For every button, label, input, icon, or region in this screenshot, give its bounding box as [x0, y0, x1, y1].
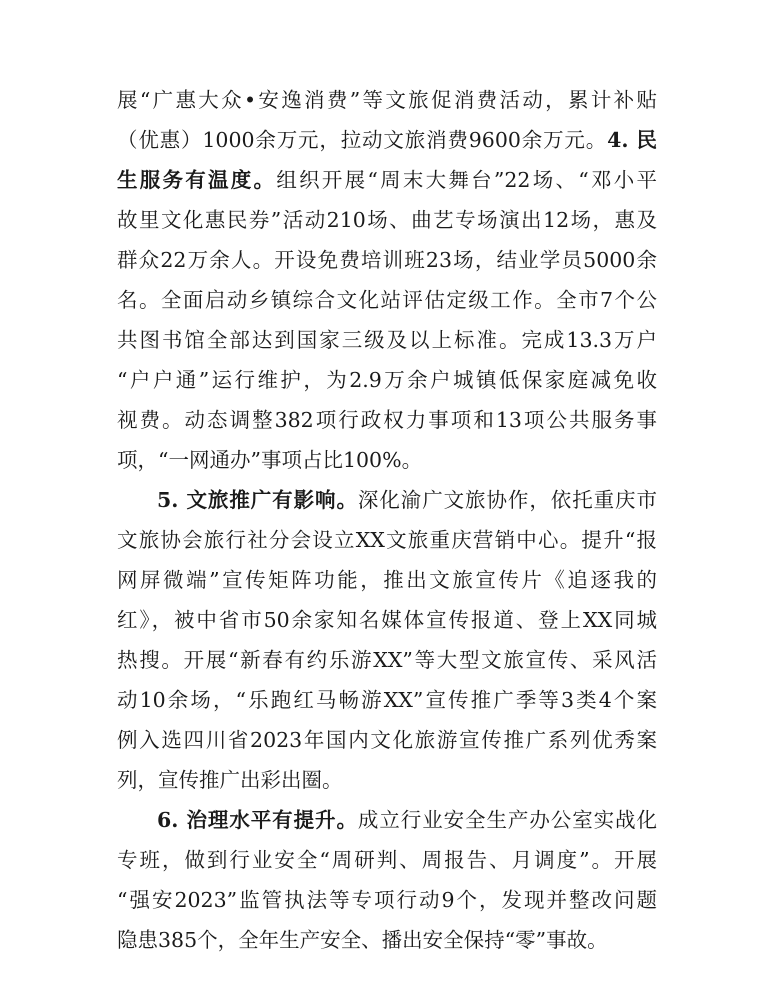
text-line: 群众22万余人。开设免费培训班23场，结业学员5000余	[117, 248, 657, 272]
text-line: 名。全面启动乡镇综合文化站评估定级工作。全市7个公	[117, 288, 657, 312]
text-line: 网屏微端”宣传矩阵功能，推出文旅宣传片《追逐我的	[117, 568, 657, 592]
text-line: 展“广惠大众•安逸消费”等文旅促消费活动，累计补贴	[117, 88, 657, 112]
text-line: “户户通”运行维护，为2.9万余户城镇低保家庭减免收	[117, 368, 657, 392]
text-line: 共图书馆全部达到国家三级及以上标准。完成13.3万户	[117, 328, 657, 352]
section-heading: 5. 文旅推广有影响。	[157, 488, 358, 512]
text-line: （优惠）1000余万元，拉动文旅消费9600余万元。4. 民	[117, 128, 658, 152]
text-line: 列，宣传推广出彩出圈。	[117, 768, 343, 792]
text-line: 6. 治理水平有提升。成立行业安全生产办公室实战化	[157, 808, 657, 832]
text-line: 故里文化惠民券”活动210场、曲艺专场演出12场，惠及	[117, 208, 657, 232]
text-line: 项，“一网通办”事项占比100%。	[117, 448, 423, 472]
section-heading: 6. 治理水平有提升。	[157, 808, 358, 832]
text-line: 例入选四川省2023年国内文化旅游宣传推广系列优秀案	[117, 728, 657, 752]
text-line: 专班，做到行业安全“周研判、周报告、月调度”。开展	[117, 848, 657, 872]
text-line: 文旅协会旅行社分会设立XX文旅重庆营销中心。提升“报	[117, 528, 657, 552]
section-heading: 生服务有温度。	[117, 168, 277, 192]
text-line: 视费。动态调整382项行政权力事项和13项公共服务事	[117, 408, 657, 432]
text-line: 动10余场，“乐跑红马畅游XX”宣传推广季等3类4个案	[117, 688, 657, 712]
text-line: 5. 文旅推广有影响。深化渝广文旅协作，依托重庆市	[157, 488, 657, 512]
text-line: 红》，被中省市50余家知名媒体宣传报道、登上XX同城	[117, 608, 657, 632]
text-line: “强安2023”监管执法等专项行动9个，发现并整改问题	[117, 888, 657, 912]
text-line: 生服务有温度。组织开展“周末大舞台”22场、“邓小平	[117, 168, 658, 192]
text-line: 隐患385个，全年生产安全、播出安全保持“零”事故。	[117, 928, 608, 952]
section-heading: 4. 民	[607, 128, 658, 152]
text-line: 热搜。开展“新春有约乐游XX”等大型文旅宣传、采风活	[117, 648, 657, 672]
